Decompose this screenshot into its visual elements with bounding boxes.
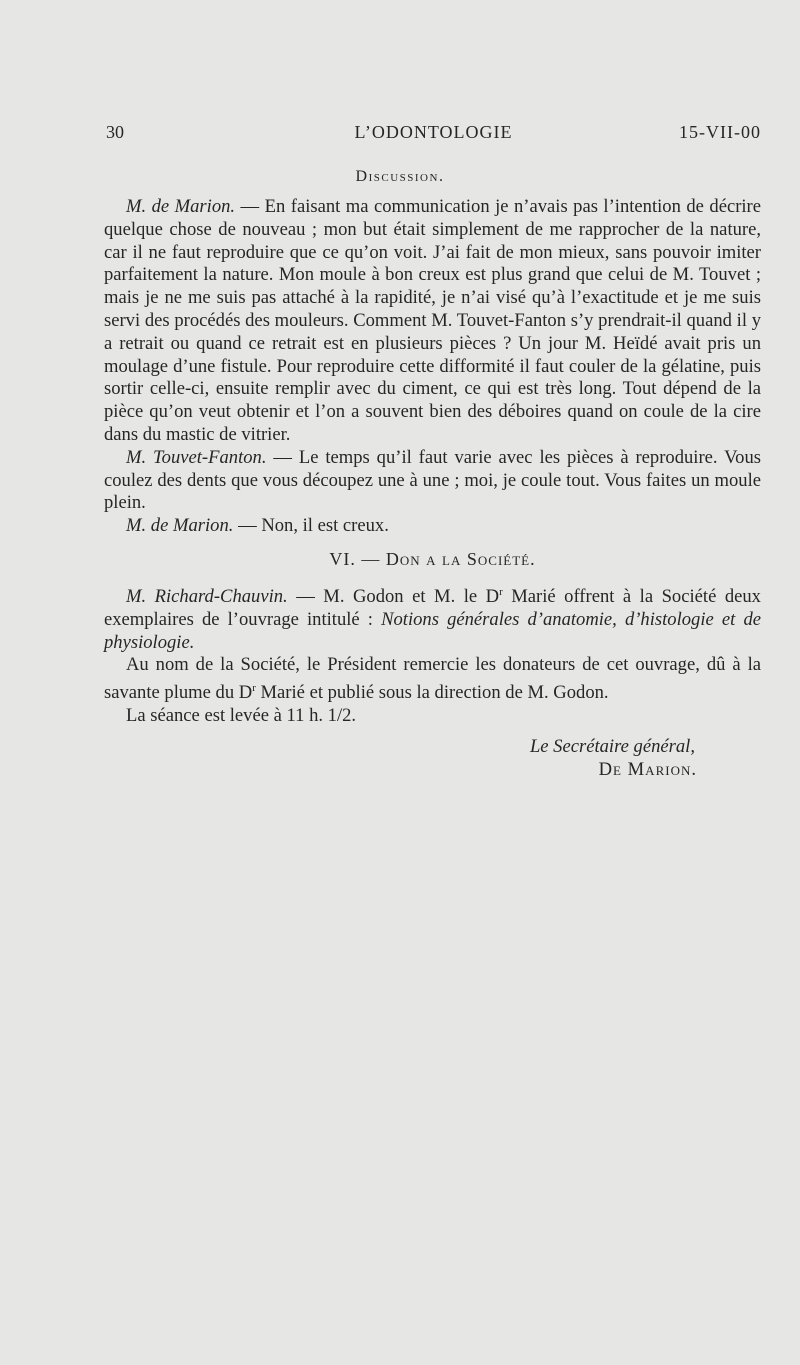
- speaker-name: M. de Marion.: [126, 515, 234, 537]
- paragraph-richard: M. Richard-Chauvin. — M. Godon et M. le $D^r$ Marié offrent à la Société deux exemplaires de l’ouvrage intitulé : Notions générales d’anatomie, d’histologie et de physiologie.: [104, 585, 761, 653]
- paragraph-marion-1: [104, 196, 761, 447]
- paragraph-text: — Le temps qu’il faut varie avec les pièces à reproduire. Vous coulez des dents que vous découpez une à une ; moi, je coule tout. Vous faites un moule plein.: [104, 446, 761, 514]
- signature-name: De Marion.: [598, 758, 697, 780]
- signature-block: [104, 736, 761, 782]
- paragraph-text: — En faisant ma communication je n’avais pas l’intention de décrire quelque chose de nouveau ; mon but était simplement de me rapprocher de la nature, car il ne faut reproduire que ce qu’on voit. J’ai fait de mon mieux, sans pouvoir imiter parfaitement la nature. Mon moule à bon creux est plus grand que celui de M. Touvet ; mais je ne me suis pas attaché à la rapidité, je n’ai visé qu’à l’exactitude et je me suis servi des procédés des mouleurs. Comment M. Touvet-Fanton s’y prendrait-il quand il y a retrait ou quand ce retrait est en plusieurs pièces ? Un jour M. Heïdé avait pris un moulage d’une fistule. Pour reproduire cette difformité il faut couler de la gélatine, puis sortir celle-ci, ensuite remplir avec du ciment, ce qui est très long. Tout dépend de la pièce qu’on veut obtenir et l’on a souvent bien des déboires quand on coule de la cire dans du mastic de vitrier.: [104, 196, 762, 445]
- section-heading: VI. — Don a la Société.: [329, 548, 536, 569]
- speaker-name: M. Touvet-Fanton.: [126, 446, 267, 468]
- page-number: 30: [106, 122, 124, 142]
- running-header: [106, 122, 761, 148]
- body-text: [104, 196, 761, 782]
- paragraph-touvet: [104, 447, 761, 515]
- journal-title: L’ODONTOLOGIE: [354, 122, 513, 142]
- discussion-heading: Discussion.: [355, 168, 445, 185]
- speaker-name: M. de Marion.: [126, 196, 236, 217]
- paragraph-text: — Non, il est creux.: [233, 515, 389, 537]
- paragraph-president: Au nom de la Société, le Président remercie les donateurs de cet ouvrage, dû à la savante plume du $D^r$ Marié et publié sous la direction de M. Godon.: [104, 654, 761, 704]
- book-title: Notions générales d’anatomie, d’histologie et de physiologie.: [104, 608, 761, 653]
- issue-date: 15-VII-00: [679, 122, 761, 142]
- paragraph-marion-2: [104, 515, 761, 538]
- speaker-name: M. Richard-Chauvin.: [126, 585, 288, 607]
- signature-role: Le Secrétaire général,: [529, 735, 695, 757]
- paragraph-closing: La séance est levée à 11 h. 1/2.: [126, 705, 357, 727]
